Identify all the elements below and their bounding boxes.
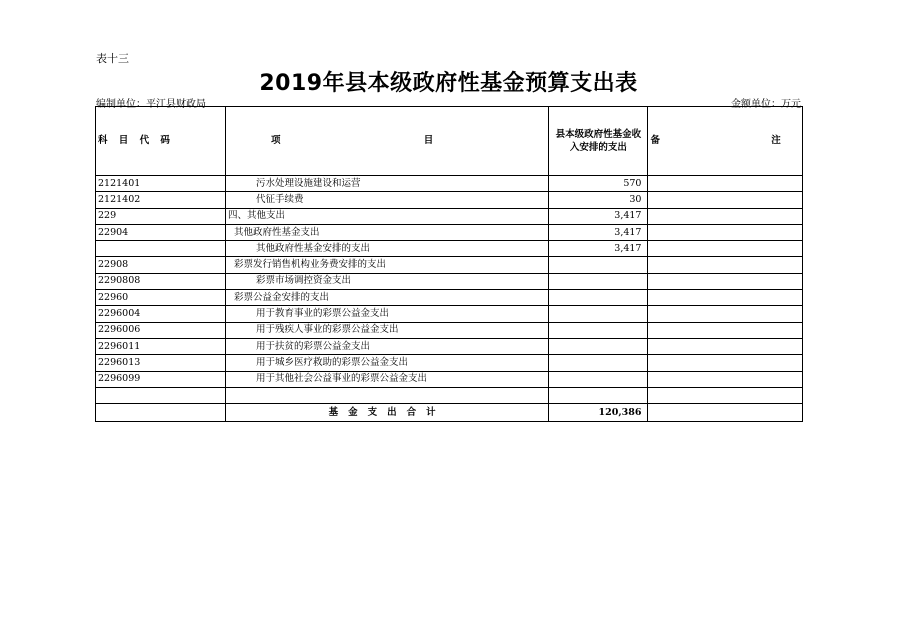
row-amount — [549, 273, 648, 289]
table-row — [96, 192, 803, 208]
row-amount: 3,417 — [549, 208, 648, 224]
row-amount: 570 — [549, 176, 648, 192]
row-item: 其他政府性基金支出 — [225, 224, 548, 240]
total-code — [96, 404, 226, 422]
row-note — [648, 338, 803, 354]
row-amount — [549, 257, 648, 273]
row-note — [648, 208, 803, 224]
row-note — [648, 176, 803, 192]
row-item: 彩票市场调控资金支出 — [225, 273, 548, 289]
row-code: 2296013 — [96, 355, 226, 371]
row-note — [648, 322, 803, 338]
header-note: 备 注 — [648, 107, 803, 176]
row-code: 2296006 — [96, 322, 226, 338]
row-amount — [549, 387, 648, 403]
row-code — [96, 241, 226, 257]
row-code: 22908 — [96, 257, 226, 273]
header-item: 项 目 — [225, 107, 548, 176]
row-note — [648, 241, 803, 257]
table-row — [96, 176, 803, 192]
row-amount — [549, 338, 648, 354]
row-note — [648, 355, 803, 371]
row-note — [648, 224, 803, 240]
row-amount — [549, 355, 648, 371]
table-row — [96, 208, 803, 224]
table-row — [96, 241, 803, 257]
row-amount — [549, 306, 648, 322]
table-row — [96, 290, 803, 306]
row-item: 用于城乡医疗救助的彩票公益金支出 — [225, 355, 548, 371]
row-amount: 3,417 — [549, 224, 648, 240]
table-row — [96, 306, 803, 322]
row-code: 229 — [96, 208, 226, 224]
table-row — [96, 387, 803, 403]
row-code — [96, 387, 226, 403]
row-note — [648, 273, 803, 289]
table-header-row — [96, 107, 803, 176]
total-row — [96, 404, 803, 422]
row-code: 2290808 — [96, 273, 226, 289]
row-item: 彩票发行销售机构业务费安排的支出 — [225, 257, 548, 273]
row-item: 其他政府性基金安排的支出 — [225, 241, 548, 257]
total-amount: 120,386 — [549, 404, 648, 422]
row-amount: 3,417 — [549, 241, 648, 257]
row-amount — [549, 290, 648, 306]
budget-table — [95, 106, 835, 422]
row-item: 彩票公益金安排的支出 — [225, 290, 548, 306]
table-row — [96, 371, 803, 387]
row-note — [648, 290, 803, 306]
row-amount — [549, 322, 648, 338]
row-item: 用于扶贫的彩票公益金支出 — [225, 338, 548, 354]
row-note — [648, 192, 803, 208]
total-label: 基金支出合计 — [225, 404, 548, 422]
table-row — [96, 338, 803, 354]
row-item: 用于教育事业的彩票公益金支出 — [225, 306, 548, 322]
table-row — [96, 273, 803, 289]
row-item: 用于其他社会公益事业的彩票公益金支出 — [225, 371, 548, 387]
row-code: 2121401 — [96, 176, 226, 192]
row-amount: 30 — [549, 192, 648, 208]
row-code: 2296011 — [96, 338, 226, 354]
row-item: 用于残疾人事业的彩票公益金支出 — [225, 322, 548, 338]
table-row — [96, 322, 803, 338]
prepared-by: 编制单位：平江县财政局 — [96, 99, 206, 110]
row-code: 22904 — [96, 224, 226, 240]
table-row — [96, 224, 803, 240]
row-code: 2296099 — [96, 371, 226, 387]
row-item: 代征手续费 — [225, 192, 548, 208]
page-title: 2019年县本级政府性基金预算支出表 — [259, 71, 638, 96]
row-code: 2296004 — [96, 306, 226, 322]
row-item — [225, 387, 548, 403]
row-item: 四、其他支出 — [225, 208, 548, 224]
row-note — [648, 306, 803, 322]
table-number: 表十三 — [96, 52, 129, 65]
header-code: 科 目 代 码 — [96, 107, 226, 176]
row-note — [648, 257, 803, 273]
table-row — [96, 257, 803, 273]
row-note — [648, 371, 803, 387]
total-note — [648, 404, 803, 422]
header-amount: 县本级政府性基金收入安排的支出 — [549, 107, 648, 176]
row-item: 污水处理设施建设和运营 — [225, 176, 548, 192]
amount-unit: 金额单位：万元 — [731, 99, 801, 110]
row-amount — [549, 371, 648, 387]
row-code: 22960 — [96, 290, 226, 306]
row-note — [648, 387, 803, 403]
table-row — [96, 355, 803, 371]
row-code: 2121402 — [96, 192, 226, 208]
